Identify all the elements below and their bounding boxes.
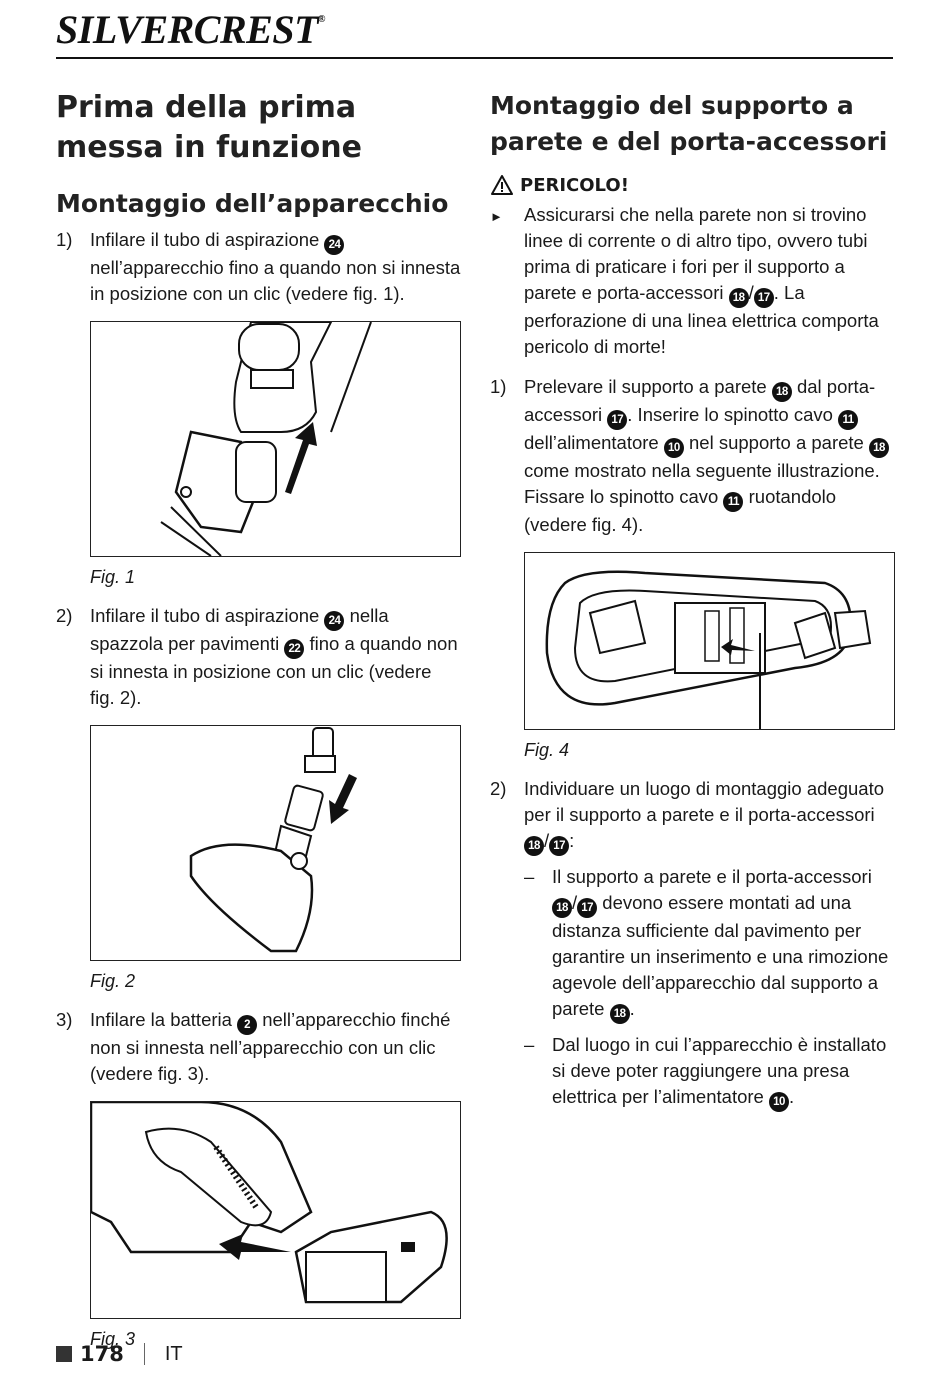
figure-2 <box>90 725 461 961</box>
page-title: Prima della prima messa in funzione <box>56 90 362 165</box>
right-column <box>490 88 895 1112</box>
warning-triangle-icon <box>490 174 514 196</box>
step-r1: 1) Prelevare il supporto a parete 18 dal porta-accessori 17 . Inserire lo spinotto cavo 11 dell’alimentatore 10 nel supporto a parete 18 come mostrato nella seguente illustrazione. Fissare lo spinotto cavo 11 ruotandolo (vedere fig. 4). <box>490 374 895 538</box>
figure-4-caption: Fig. 4 <box>524 740 570 760</box>
dash-item-2: – Dal luogo in cui l’apparecchio è installato si deve poter raggiungere una presa elettrica per l’alimentatore 10 . <box>490 1032 895 1112</box>
step-2: 2) Infilare il tubo di aspirazione 24 nella spazzola per pavimenti 22 fino a quando non si innesta in posizione con un clic (vedere fig. 2). <box>56 605 458 708</box>
ref-circle: 22 <box>284 639 304 659</box>
figure-4 <box>524 552 895 730</box>
ref-circle: 24 <box>324 611 344 631</box>
section-heading-wall-mount: Montaggio del supporto a parete e del porta-accessori <box>490 91 888 156</box>
arrow-bullet-icon: ► <box>490 209 503 224</box>
figure-2-caption: Fig. 2 <box>90 971 136 991</box>
figure-1-caption: Fig. 1 <box>90 567 136 587</box>
language-code: IT <box>164 1342 183 1365</box>
section-heading-device: Montaggio dell’apparecchio <box>56 189 449 218</box>
footer-divider <box>144 1343 145 1365</box>
warning-heading: PERICOLO! <box>490 174 895 196</box>
header-rule <box>56 57 893 59</box>
dash-item-1: – Il supporto a parete e il porta-accessori 18 / 17 devono essere montati ad una distanza sufficiente dal pavimento per garantire un inserimento e una rimozione agevole dell’apparecchio dal supporto a parete 18 . <box>490 864 895 1024</box>
brand-logo: SILVERCREST® <box>56 7 326 52</box>
step-1: 1) Infilare il tubo di aspirazione 24 nell’apparecchio fino a quando non si innesta in posizione con un clic (vedere fig. 1). <box>56 229 461 304</box>
warning-bullet: ► Assicurarsi che nella parete non si trovino linee di corrente o di altro tipo, ovvero tubi prima di praticare i fori per il supporto a parete e porta-accessori 18 / 17 . La perforazione di una linea elettrica comporta pericolo di morte! <box>490 202 895 360</box>
ref-circle: 2 <box>237 1015 257 1035</box>
step-3: 3) Infilare la batteria 2 nell’apparecchio finché non si innesta nell’apparecchio con un clic (vedere fig. 3). <box>56 1009 451 1084</box>
left-column <box>56 88 461 1351</box>
ref-circle: 24 <box>324 235 344 255</box>
page-footer <box>56 1342 183 1366</box>
figure-3-caption: Fig. 3 <box>90 1329 136 1349</box>
figure-1 <box>90 321 461 557</box>
page-number: 178 <box>80 1342 124 1366</box>
step-r2: 2) Individuare un luogo di montaggio adeguato per il supporto a parete e il porta-accessori 18 / 17 : <box>490 776 895 856</box>
figure-3 <box>90 1101 461 1319</box>
page-marker <box>56 1346 72 1362</box>
